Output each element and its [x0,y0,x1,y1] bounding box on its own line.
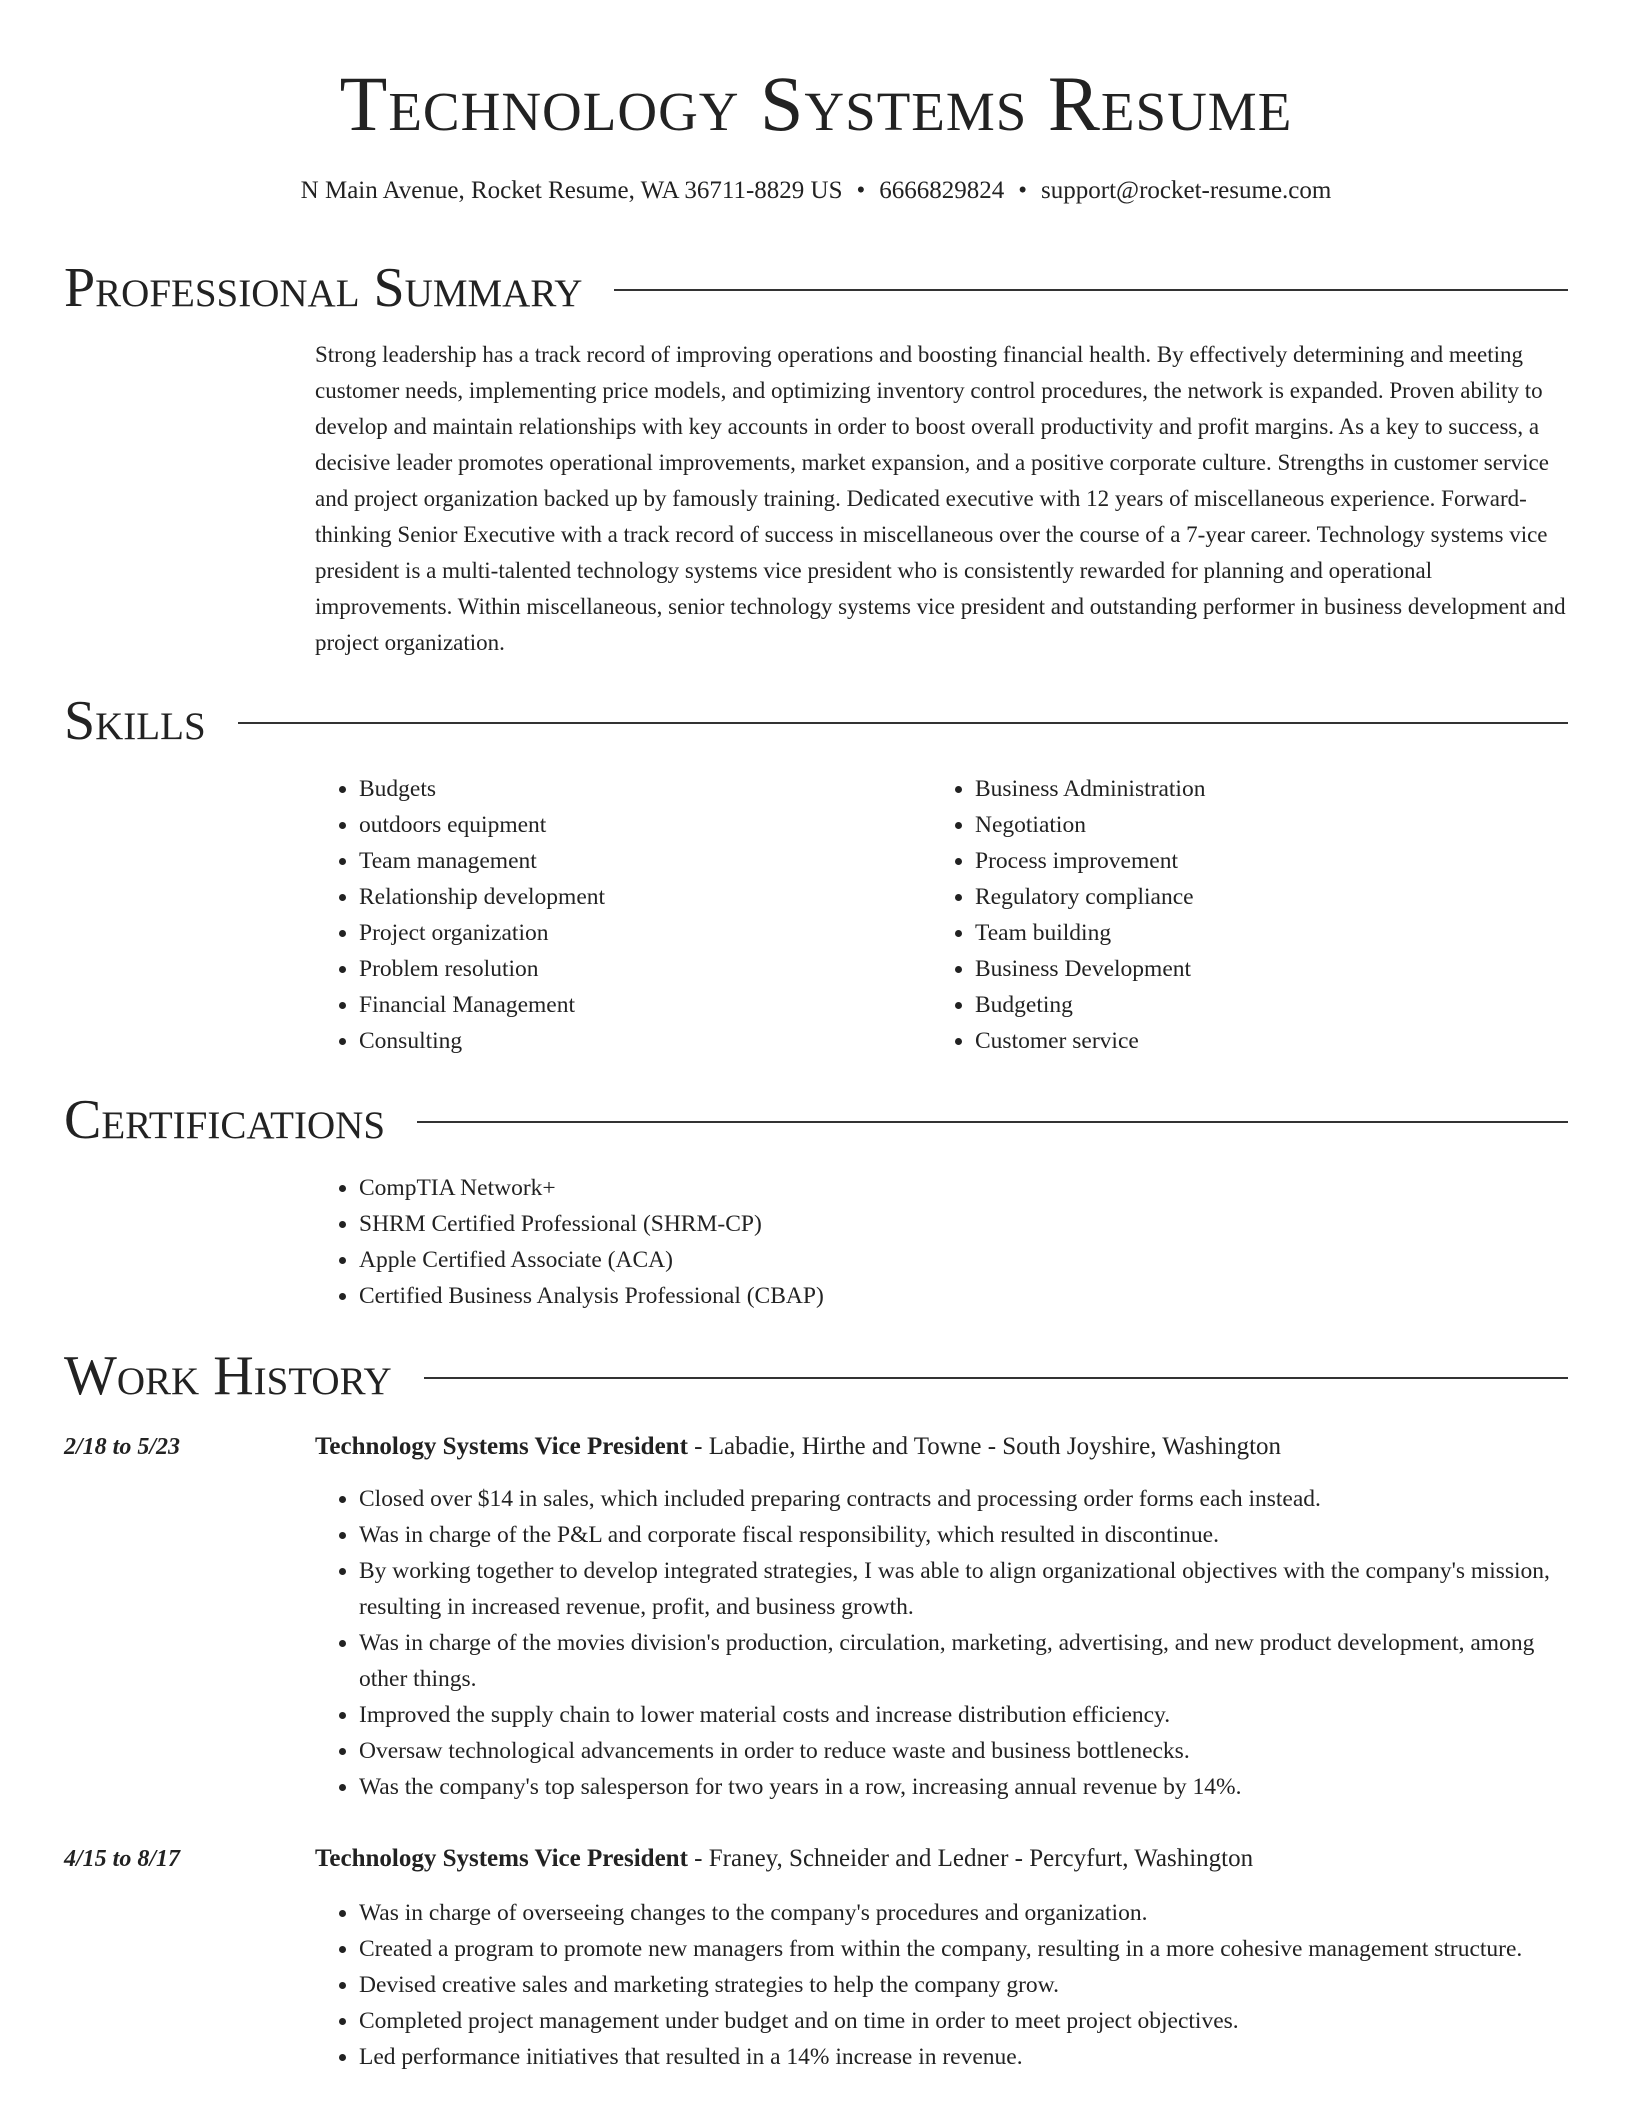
job-dates: 4/15 to 8/17 [64,1846,181,1872]
job-bullet: • Was in charge of the P&L and corporate fiscal responsibility, which resulted in discontinue. [359,1517,1570,1553]
job-heading [315,1841,1570,1877]
certifications-list [315,1170,1515,1314]
summary-text: Strong leadership has a track record of improving operations and boosting financial health. By effectively determining and meeting customer needs, implementing price models, and optimizing inventory control procedures, the network is expanded. Proven ability to develop and maintain relationships with key accounts in order to boost overall productivity and profit margins. As a key to success, a decisive leader promotes operational improvements, market expansion, and a positive corporate culture. Strengths in customer service and project organization backed up by famously training. Dedicated executive with 12 years of miscellaneous experience. Forward-thinking Senior Executive with a track record of success in miscellaneous over the course of a 7-year career. Technology systems vice president is a multi-talented technology systems vice president who is consistently rewarded for planning and operational improvements. Within miscellaneous, senior technology systems vice president and outstanding performer in business development and project organization. [315,342,1566,655]
skill-item: • Relationship development [359,879,875,915]
certification-item: • Apple Certified Associate (ACA) [359,1242,1515,1278]
skill-item: • Consulting [359,1023,875,1059]
job-title: Technology Systems Vice President [315,1845,688,1872]
job-bullet: • By working together to develop integrated strategies, I was able to align organizational objectives with the company's mission, resulting in increased revenue, profit, and business growth. [359,1553,1570,1625]
contact-separator: • [856,177,866,204]
contact-separator: • [1018,177,1028,204]
job-bullet: • Improved the supply chain to lower material costs and increase distribution efficiency. [359,1697,1570,1733]
job-bullet: • Was in charge of overseeing changes to the company's procedures and organization. [359,1895,1570,1931]
job-bullet: • Devised creative sales and marketing strategies to help the company grow. [359,1967,1570,2003]
job-bullet: • Created a program to promote new managers from within the company, resulting in a more cohesive management structure. [359,1931,1570,1967]
section-divider [614,289,1568,291]
job-details: - Labadie, Hirthe and Towne - South Joyshire, Washington [687,1433,1282,1460]
section-divider [424,1377,1568,1379]
skills-heading: Skills [64,690,206,752]
certification-item: • CompTIA Network+ [359,1170,1515,1206]
work-history-heading: Work History [64,1345,392,1407]
skill-item: • Regulatory compliance [975,879,1491,915]
skill-item: • Budgeting [975,987,1491,1023]
job-bullet: • Completed project management under budget and on time in order to meet project objectives. [359,2003,1570,2039]
skill-item: • Business Development [975,951,1491,987]
job-title: Technology Systems Vice President [315,1433,688,1460]
skill-item: • Customer service [975,1023,1491,1059]
skills-column-left [315,771,875,1059]
skills-section-header [64,689,1568,753]
contact-phone: 6666829824 [879,177,1005,204]
summary-section-header [64,256,1568,320]
skills-column-right [931,771,1491,1059]
job-bullet: • Led performance initiatives that resulted in a 14% increase in revenue. [359,2039,1570,2075]
certifications-heading: Certifications [64,1089,386,1151]
job-details: - Franey, Schneider and Ledner - Percyfurt, Washington [687,1845,1254,1872]
skill-item: • Project organization [359,915,875,951]
skill-item: • Budgets [359,771,875,807]
contact-email: support@rocket-resume.com [1041,177,1332,204]
job-heading [315,1429,1570,1465]
summary-heading: Professional Summary [64,257,583,319]
certification-item: • SHRM Certified Professional (SHRM-CP) [359,1206,1515,1242]
job-bullet: • Was in charge of the movies division's production, circulation, marketing, advertising, and new product development, among other things. [359,1625,1570,1697]
skill-item: • Problem resolution [359,951,875,987]
certifications-section-header [64,1088,1568,1152]
certification-item: • Certified Business Analysis Professional (CBAP) [359,1278,1515,1314]
resume-name: Technology Systems Resume [339,60,1293,147]
skill-item: • Process improvement [975,843,1491,879]
job-bullet: • Closed over $14 in sales, which included preparing contracts and processing order forms each instead. [359,1481,1570,1517]
job-bullet-list [315,1895,1570,2075]
work-history-section-header [64,1344,1568,1408]
job-bullet: • Oversaw technological advancements in order to reduce waste and business bottlenecks. [359,1733,1570,1769]
skill-item: • Team building [975,915,1491,951]
job-bullet-list [315,1481,1570,1805]
section-divider [417,1121,1568,1123]
skill-item: • Team management [359,843,875,879]
job-bullet: • Was the company's top salesperson for two years in a row, increasing annual revenue by 14%. [359,1769,1570,1805]
skill-item: • Financial Management [359,987,875,1023]
job-dates: 2/18 to 5/23 [64,1434,181,1460]
contact-line [0,174,1632,208]
contact-address: N Main Avenue, Rocket Resume, WA 36711-8829 US [300,177,843,204]
skill-item: • Negotiation [975,807,1491,843]
skill-item: • Business Administration [975,771,1491,807]
skill-item: • outdoors equipment [359,807,875,843]
section-divider [238,722,1568,724]
